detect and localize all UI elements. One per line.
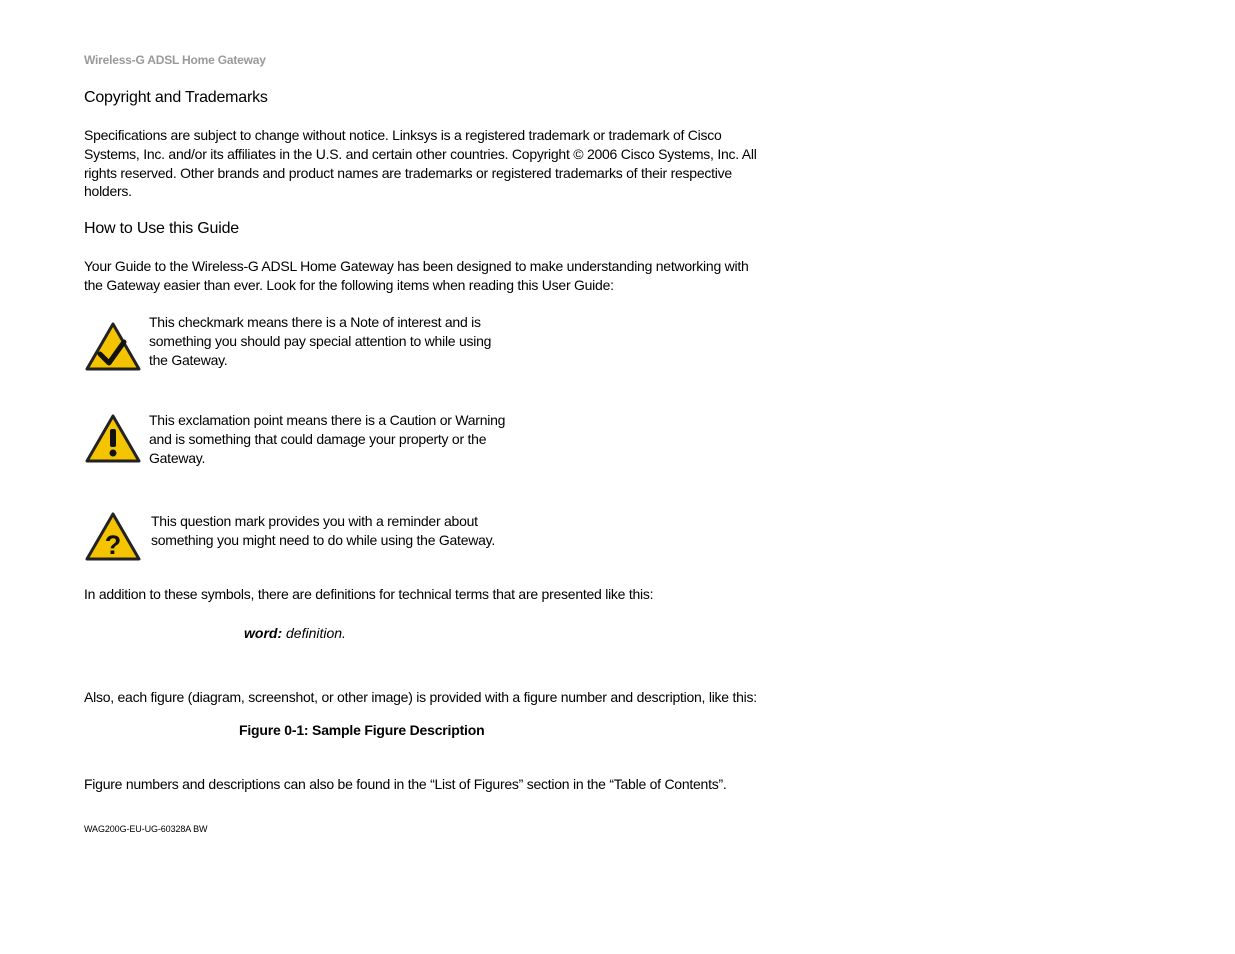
copyright-heading: Copyright and Trademarks (84, 89, 268, 106)
question-icon (84, 510, 142, 564)
definition-term: word: (244, 625, 283, 641)
exclamation-icon (84, 412, 142, 466)
caution-description: This exclamation point means there is a Caution or Warning and is something that could damage your property or the Gateway. (149, 412, 506, 466)
checkmark-icon (84, 320, 142, 374)
copyright-paragraph: Specifications are subject to change without notice. Linksys is a registered trademark or trademark of Cisco Systems, Inc. and/or its affiliates in the U.S. and certain other countries. Copyright © 2006 Cisco Systems, Inc. All rights reserved. Other brands and product names are trademarks or registered trademarks of their respective holders. (84, 127, 757, 200)
figures-intro: Also, each figure (diagram, screenshot, or other image) is provided with a figure number and description, like this: (84, 689, 757, 705)
definitions-intro: In addition to these symbols, there are definitions for technical terms that are presented like this: (84, 586, 654, 602)
howto-paragraph: Your Guide to the Wireless-G ADSL Home Gateway has been designed to make understanding networking with the Gateway easier than ever. Look for the following items when reading this User Guide: (84, 258, 749, 293)
howto-heading: How to Use this Guide (84, 220, 239, 237)
svg-text:?: ? (104, 530, 122, 560)
document-code: WAG200G-EU-UG-60328A BW (84, 824, 208, 834)
definition-text: definition. (286, 625, 346, 641)
running-header: Wireless-G ADSL Home Gateway (84, 53, 266, 67)
reminder-description: This question mark provides you with a reminder about something you might need to do while using the Gateway. (151, 513, 495, 548)
definition-sample (244, 625, 346, 641)
note-description: This checkmark means there is a Note of interest and is something you should pay special attention to while using the Gateway. (149, 314, 492, 368)
figures-closing: Figure numbers and descriptions can also be found in the “List of Figures” section in the “Table of Contents”. (84, 776, 727, 792)
sample-figure-caption: Figure 0-1: Sample Figure Description (239, 722, 485, 738)
